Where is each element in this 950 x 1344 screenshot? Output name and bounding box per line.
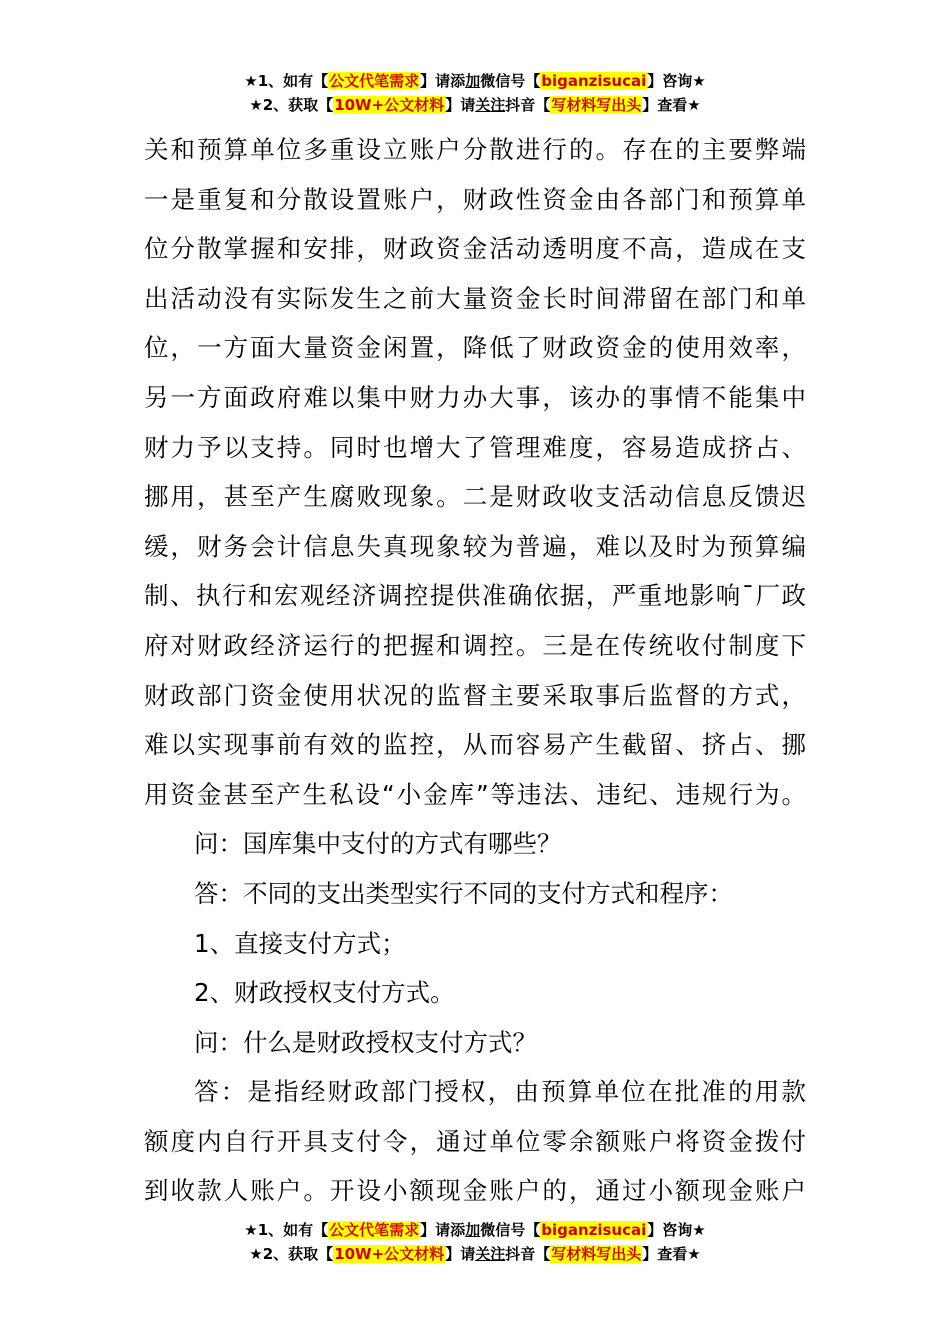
list-item: 1、直接支付方式；: [194, 928, 406, 958]
banner-line-2: [0, 93, 950, 117]
banner-emphasis: 关注: [475, 96, 506, 114]
banner-highlight: 10W+公文材料: [334, 1245, 445, 1263]
body-line: 位，一方面大量资金闲置，降低了财政资金的使用效率，: [144, 333, 806, 363]
banner-text: ★2、获取【: [249, 1245, 334, 1263]
banner-text: ★1、如有【: [244, 72, 329, 90]
banner-highlight: 公文代笔需求: [329, 72, 420, 90]
body-line: 用资金甚至产生私设“小金库”等违法、违纪、违规行为。: [144, 779, 806, 809]
body-line: 位分散掌握和安排，财政资金活动透明度不高，造成在支: [144, 234, 806, 264]
question-line: 问：国库集中支付的方式有哪些？: [194, 829, 562, 859]
body-line: 另一方面政府难以集中财力办大事，该办的事情不能集中: [144, 382, 806, 412]
banner-highlight: 公文代笔需求: [329, 1221, 420, 1239]
banner-text: 】查看★: [642, 1245, 701, 1263]
body-line: 一是重复和分散设置账户，财政性资金由各部门和预算单: [144, 184, 806, 214]
banner-text: ★2、获取【: [249, 96, 334, 114]
answer-line: 答：是指经财政部门授权，由预算单位在批准的用款: [194, 1077, 806, 1107]
banner-emphasis: 加: [465, 1221, 481, 1239]
banner-line-1: [0, 1218, 950, 1242]
body-line: 挪用，甚至产生腐败现象。二是财政收支活动信息反馈迟: [144, 482, 806, 512]
banner-text: ★1、如有【: [244, 1221, 329, 1239]
banner-highlight: biganzisucai: [541, 72, 647, 90]
banner-emphasis: 关注: [475, 1245, 506, 1263]
header-banner: [0, 69, 950, 117]
body-line: 到收款人账户。开设小额现金账户的，通过小额现金账户: [144, 1176, 806, 1206]
question-line: 问：什么是财政授权支付方式？: [194, 1027, 537, 1057]
banner-line-1: [0, 69, 950, 93]
banner-text: 】请: [445, 1245, 476, 1263]
document-body: [144, 125, 806, 1216]
banner-text: 】咨询★: [647, 72, 706, 90]
banner-text: 微信号【: [480, 72, 541, 90]
body-line: 财政部门资金使用状况的监督主要采取事后监督的方式，: [144, 680, 806, 710]
banner-text: 】咨询★: [647, 1221, 706, 1239]
body-line: 府对财政经济运行的把握和调控。三是在传统收付制度下: [144, 630, 806, 660]
banner-text: 微信号【: [480, 1221, 541, 1239]
body-line: 难以实现事前有效的监控，从而容易产生截留、挤占、挪: [144, 730, 806, 760]
banner-text: 抖音【: [505, 1245, 551, 1263]
banner-text: 】查看★: [642, 96, 701, 114]
banner-highlight: 写材料写出头: [551, 96, 642, 114]
banner-highlight: 写材料写出头: [551, 1245, 642, 1263]
body-line: 出活动没有实际发生之前大量资金长时间滞留在部门和单: [144, 283, 806, 313]
body-line: 关和预算单位多重设立账户分散进行的。存在的主要弊端: [144, 135, 806, 164]
body-line: 财力予以支持。同时也增大了管理难度，容易造成挤占、: [144, 432, 806, 462]
banner-text: 】请添: [420, 1221, 466, 1239]
answer-line: 答：不同的支出类型实行不同的支付方式和程序：: [194, 878, 733, 908]
banner-highlight: biganzisucai: [541, 1221, 647, 1239]
banner-line-2: [0, 1242, 950, 1266]
banner-text: 】请: [445, 96, 476, 114]
body-line: 制、执行和宏观经济调控提供准确依据，严重地影响¯厂政: [144, 581, 806, 611]
list-item: 2、财政授权支付方式。: [194, 978, 455, 1008]
banner-highlight: 10W+公文材料: [334, 96, 445, 114]
body-line: 额度内自行开具支付令，通过单位零余额账户将资金拨付: [144, 1126, 806, 1156]
banner-text: 】请添: [420, 72, 466, 90]
banner-emphasis: 加: [465, 72, 481, 90]
banner-text: 抖音【: [505, 96, 551, 114]
footer-banner: [0, 1218, 950, 1266]
body-line: 缓，财务会计信息失真现象较为普遍，难以及时为预算编: [144, 531, 806, 561]
